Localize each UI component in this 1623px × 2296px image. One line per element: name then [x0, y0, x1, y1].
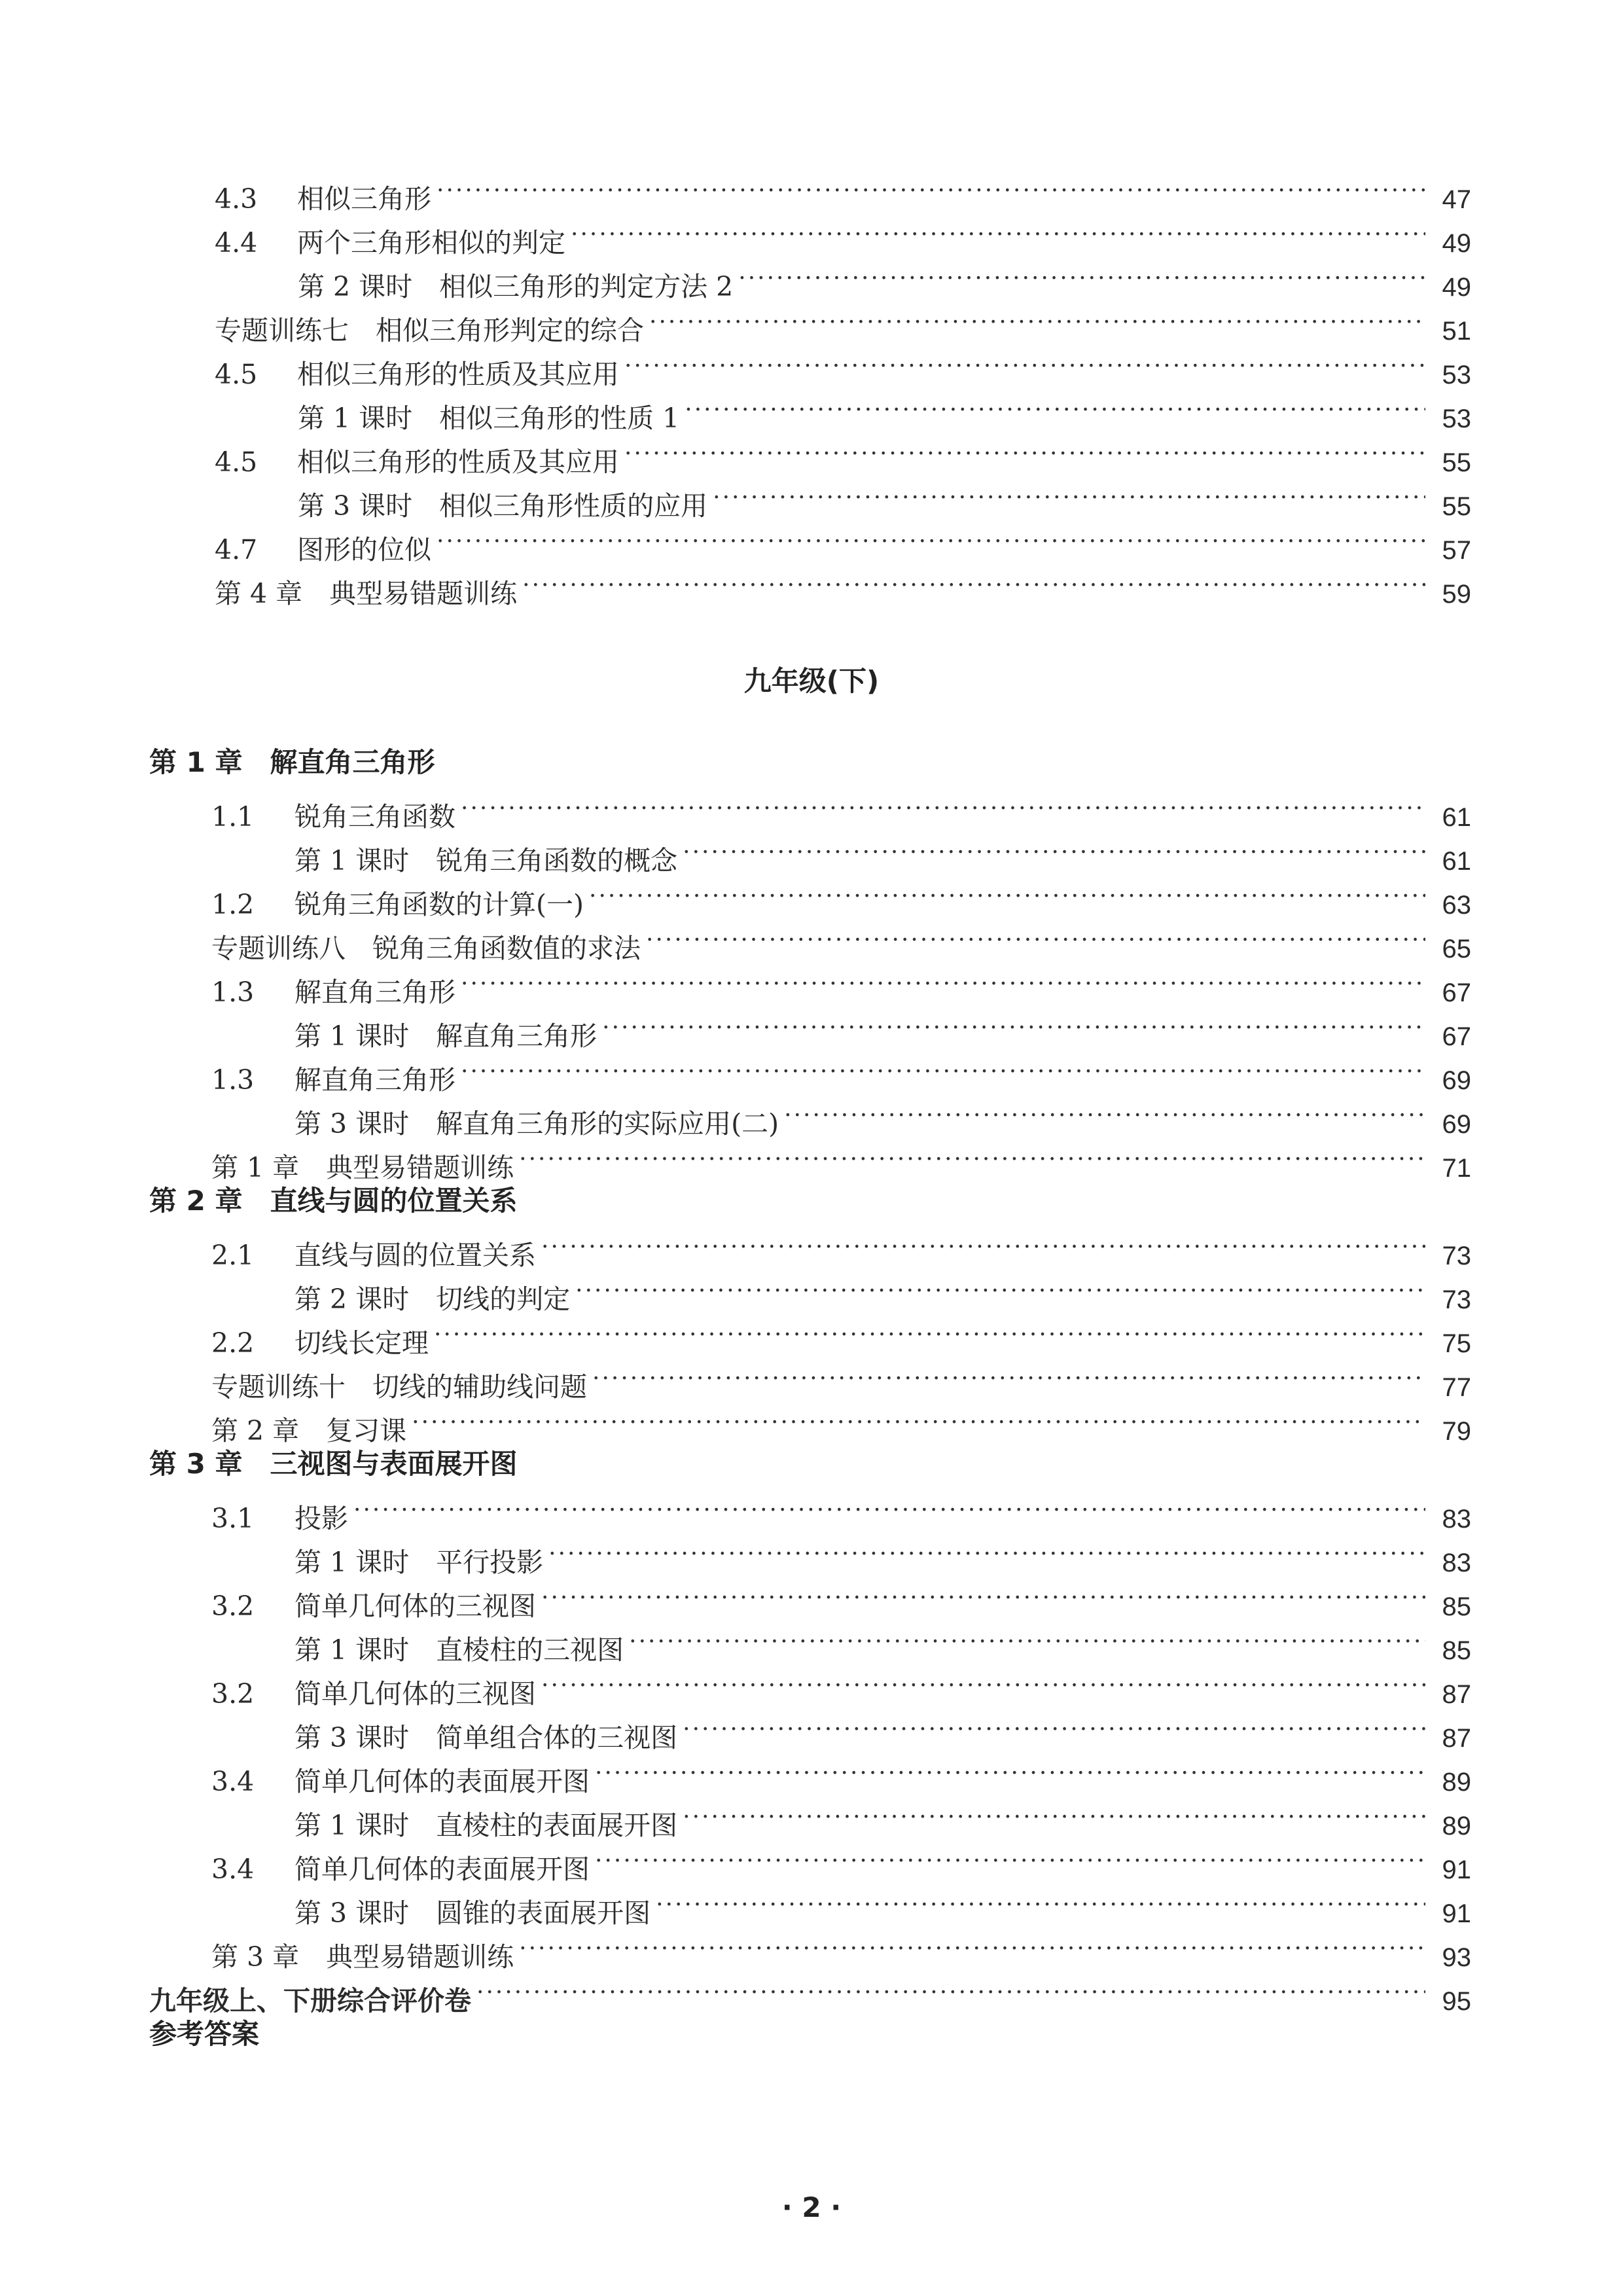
- chapter-heading[interactable]: 第 3 章 三视图与表面展开图: [149, 1448, 518, 1480]
- entry-number: 4.3: [215, 183, 258, 215]
- entry-title: 第 1 课时 锐角三角函数的概念: [294, 845, 678, 876]
- toc-entry[interactable]: [211, 1751, 1471, 1797]
- entry-title: 简单几何体的三视图: [294, 1678, 536, 1710]
- entry-title: 第 2 课时 相似三角形的判定方法 2: [298, 271, 734, 302]
- toc-entry[interactable]: [215, 213, 1471, 259]
- entry-title: 直线与圆的位置关系: [294, 1240, 536, 1271]
- dot-leader: [522, 564, 1425, 603]
- entry-page: 53: [1442, 404, 1471, 433]
- entry-title: 相似三角形: [297, 183, 431, 215]
- entry-page: 73: [1442, 1285, 1471, 1314]
- toc-entry[interactable]: [211, 1050, 1471, 1096]
- entry-page: 79: [1442, 1417, 1471, 1446]
- entry-number: 3.4: [211, 1854, 255, 1885]
- entry-page: 49: [1442, 273, 1471, 302]
- toc-entry[interactable]: [211, 1488, 1471, 1534]
- entry-page: 91: [1442, 1856, 1471, 1884]
- entry-title: 专题训练七 相似三角形判定的综合: [215, 315, 644, 346]
- dot-leader: [602, 1006, 1425, 1045]
- toc-entry[interactable]: [211, 962, 1471, 1008]
- dot-leader: [461, 962, 1425, 1001]
- entry-page: 77: [1442, 1373, 1471, 1402]
- section-title: 九年级(下): [743, 665, 880, 697]
- entry-page: 67: [1442, 978, 1471, 1007]
- dot-leader: [589, 874, 1425, 914]
- entry-number: 1.3: [211, 977, 255, 1008]
- dot-leader: [437, 169, 1425, 208]
- entry-title: 第 3 课时 圆锥的表面展开图: [294, 1897, 651, 1929]
- entry-title: 解直角三角形: [294, 1064, 455, 1096]
- toc-entry[interactable]: [215, 564, 1471, 609]
- entry-title: 投影: [294, 1503, 348, 1534]
- entry-title: 第 1 课时 平行投影: [294, 1547, 544, 1578]
- entry-page: 55: [1442, 448, 1471, 477]
- toc-entry[interactable]: [294, 1006, 1471, 1052]
- entry-title: 第 4 章 典型易错题训练: [215, 578, 518, 609]
- chapter-heading[interactable]: 第 1 章 解直角三角形: [149, 746, 435, 778]
- dot-leader: [519, 1138, 1425, 1177]
- entry-title: 两个三角形相似的判定: [297, 227, 565, 259]
- entry-page: 83: [1442, 1505, 1471, 1534]
- entry-title: 锐角三角函数的计算(一): [294, 889, 584, 920]
- dot-leader: [624, 432, 1425, 471]
- entry-title: 简单几何体的表面展开图: [294, 1854, 590, 1885]
- entry-title: 相似三角形的性质及其应用: [297, 359, 619, 390]
- toc-entry[interactable]: [211, 1313, 1471, 1359]
- toc-entry[interactable]: [294, 1795, 1471, 1841]
- toc-entry[interactable]: [298, 388, 1471, 434]
- toc-entry[interactable]: [211, 1401, 1471, 1446]
- toc-entry[interactable]: [211, 1576, 1471, 1622]
- dot-leader: [624, 344, 1425, 384]
- entry-title: 九年级上、下册综合评价卷: [149, 1985, 471, 2017]
- toc-entry[interactable]: [211, 1357, 1471, 1403]
- entry-title: 第 1 章 典型易错题训练: [211, 1152, 514, 1183]
- entry-page: 87: [1442, 1680, 1471, 1709]
- entry-page: 51: [1442, 317, 1471, 346]
- entry-page: 65: [1442, 935, 1471, 963]
- dot-leader: [629, 1620, 1425, 1659]
- toc-entry[interactable]: [294, 1708, 1471, 1753]
- entry-title: 第 3 课时 解直角三角形的实际应用(二): [294, 1108, 779, 1139]
- entry-page: 59: [1442, 580, 1471, 609]
- entry-page: 53: [1442, 361, 1471, 389]
- entry-page: 71: [1442, 1154, 1471, 1183]
- dot-leader: [541, 1576, 1425, 1615]
- entry-page: 61: [1442, 803, 1471, 832]
- toc-entry[interactable]: [211, 1138, 1471, 1183]
- entry-title: 第 2 课时 切线的判定: [294, 1283, 571, 1315]
- entry-title: 图形的位似: [297, 534, 431, 565]
- entry-number: 4.4: [215, 227, 258, 259]
- entry-page: 67: [1442, 1022, 1471, 1051]
- entry-title: 第 3 课时 简单组合体的三视图: [294, 1722, 678, 1753]
- toc-entry[interactable]: [294, 1269, 1471, 1315]
- toc-entry[interactable]: [211, 1927, 1471, 1973]
- entry-number: 1.3: [211, 1064, 255, 1096]
- entry-number: 1.2: [211, 889, 255, 920]
- entry-page: 85: [1442, 1636, 1471, 1665]
- dot-leader: [646, 918, 1425, 958]
- entry-title: 第 1 课时 直棱柱的三视图: [294, 1634, 624, 1666]
- toc-entry[interactable]: [294, 831, 1471, 876]
- chapter-heading[interactable]: 第 2 章 直线与圆的位置关系: [149, 1185, 518, 1217]
- dot-leader: [575, 1269, 1425, 1308]
- toc-entry[interactable]: [294, 1620, 1471, 1666]
- entry-page: 95: [1442, 1987, 1471, 2016]
- toc-entry[interactable]: [211, 1664, 1471, 1710]
- toc-entry[interactable]: [211, 918, 1471, 964]
- entry-title: 切线长定理: [294, 1327, 429, 1359]
- entry-number: 4.7: [215, 534, 258, 565]
- entry-page: 89: [1442, 1768, 1471, 1797]
- dot-leader: [595, 1751, 1425, 1791]
- toc-entry-final-exam[interactable]: [149, 1971, 1471, 2017]
- entry-title: 解直角三角形: [294, 977, 455, 1008]
- toc-entry[interactable]: [294, 1883, 1471, 1929]
- toc-entry[interactable]: [215, 344, 1471, 390]
- entry-page: 91: [1442, 1899, 1471, 1928]
- entry-title: 第 3 章 典型易错题训练: [211, 1941, 514, 1973]
- toc-entry[interactable]: [211, 874, 1471, 920]
- dot-leader: [461, 1050, 1425, 1089]
- dot-leader: [434, 1313, 1425, 1352]
- toc-entry[interactable]: [215, 169, 1471, 215]
- entry-title: 专题训练十 切线的辅助线问题: [211, 1371, 587, 1403]
- dot-leader: [784, 1094, 1425, 1133]
- entry-title: 第 1 课时 解直角三角形: [294, 1020, 597, 1052]
- dot-leader: [412, 1401, 1425, 1440]
- dot-leader: [571, 213, 1425, 252]
- toc-entry[interactable]: [294, 1094, 1471, 1139]
- entry-title: 锐角三角函数: [294, 801, 455, 833]
- entry-title: 第 2 章 复习课: [211, 1415, 407, 1446]
- entry-number: 2.2: [211, 1327, 255, 1359]
- dot-leader: [738, 257, 1425, 296]
- dot-leader: [541, 1664, 1425, 1703]
- entry-page: 87: [1442, 1724, 1471, 1753]
- dot-leader: [713, 476, 1425, 515]
- entry-title: 第 1 课时 直棱柱的表面展开图: [294, 1810, 678, 1841]
- entry-page: 69: [1442, 1110, 1471, 1139]
- dot-leader: [548, 1532, 1425, 1571]
- entry-page: 69: [1442, 1066, 1471, 1095]
- entry-title: 专题训练八 锐角三角函数值的求法: [211, 933, 641, 964]
- dot-leader: [656, 1883, 1425, 1922]
- dot-leader: [461, 787, 1425, 826]
- entry-title: 第 3 课时 相似三角形性质的应用: [298, 490, 708, 522]
- dot-leader: [683, 831, 1425, 870]
- answers-heading[interactable]: 参考答案: [149, 2018, 260, 2050]
- entry-page: 89: [1442, 1812, 1471, 1840]
- dot-leader: [685, 388, 1425, 427]
- entry-page: 57: [1442, 536, 1471, 565]
- dot-leader: [437, 520, 1425, 559]
- entry-page: 49: [1442, 229, 1471, 258]
- toc-entry[interactable]: [215, 300, 1471, 346]
- entry-title: 相似三角形的性质及其应用: [297, 446, 619, 478]
- entry-page: 55: [1442, 492, 1471, 521]
- entry-page: 47: [1442, 185, 1471, 214]
- entry-number: 3.2: [211, 1590, 255, 1622]
- toc-entry[interactable]: [215, 432, 1471, 478]
- dot-leader: [541, 1225, 1425, 1265]
- entry-number: 4.5: [215, 446, 258, 478]
- entry-number: 2.1: [211, 1240, 255, 1271]
- toc-entry[interactable]: [298, 257, 1471, 302]
- entry-number: 3.4: [211, 1766, 255, 1797]
- page-number: · 2 ·: [781, 2191, 842, 2223]
- dot-leader: [683, 1708, 1425, 1747]
- dot-leader: [595, 1839, 1425, 1878]
- dot-leader: [519, 1927, 1425, 1966]
- entry-page: 63: [1442, 891, 1471, 920]
- entry-page: 85: [1442, 1592, 1471, 1621]
- entry-number: 1.1: [211, 801, 255, 833]
- toc-entry[interactable]: [211, 1839, 1471, 1885]
- toc-entry[interactable]: [298, 476, 1471, 522]
- entry-page: 61: [1442, 847, 1471, 876]
- entry-page: 83: [1442, 1549, 1471, 1577]
- entry-page: 73: [1442, 1242, 1471, 1270]
- dot-leader: [476, 1971, 1425, 2010]
- entry-number: 3.2: [211, 1678, 255, 1710]
- dot-leader: [683, 1795, 1425, 1835]
- entry-number: 4.5: [215, 359, 258, 390]
- toc-entry[interactable]: [294, 1532, 1471, 1578]
- entry-title: 第 1 课时 相似三角形的性质 1: [298, 403, 680, 434]
- entry-number: 3.1: [211, 1503, 255, 1534]
- toc-entry[interactable]: [215, 520, 1471, 565]
- entry-page: 93: [1442, 1943, 1471, 1972]
- dot-leader: [353, 1488, 1425, 1528]
- entry-title: 简单几何体的三视图: [294, 1590, 536, 1622]
- toc-entry[interactable]: [211, 787, 1471, 833]
- dot-leader: [592, 1357, 1425, 1396]
- entry-page: 75: [1442, 1329, 1471, 1358]
- toc-entry[interactable]: [211, 1225, 1471, 1271]
- entry-title: 简单几何体的表面展开图: [294, 1766, 590, 1797]
- dot-leader: [649, 300, 1425, 340]
